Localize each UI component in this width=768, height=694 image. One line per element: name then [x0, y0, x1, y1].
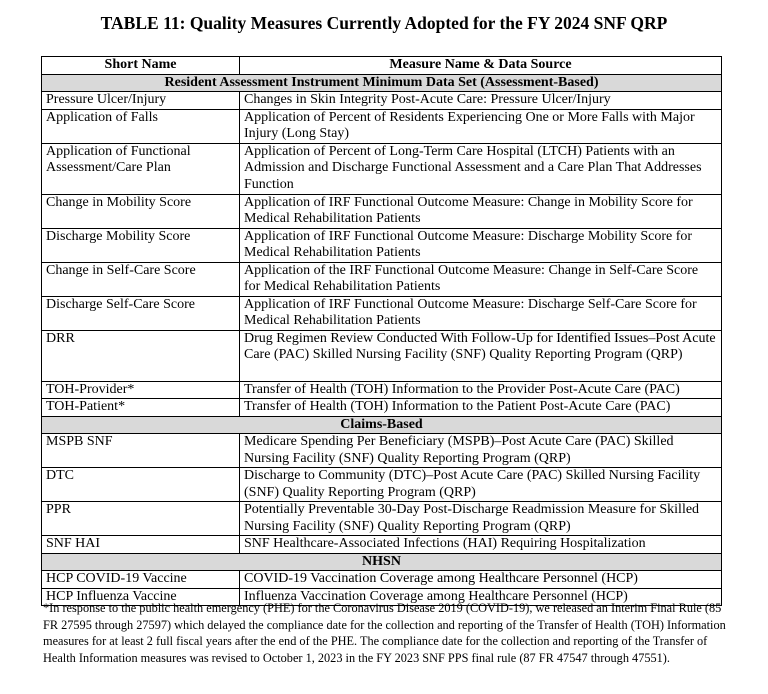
measure-name-cell: Application of IRF Functional Outcome Measure: Discharge Mobility Score for Medical Rehabilitation Patients: [240, 228, 722, 262]
short-name-cell: TOH-Provider*: [42, 381, 240, 399]
short-name-cell: Discharge Mobility Score: [42, 228, 240, 262]
short-name-cell: HCP Influenza Vaccine: [42, 588, 240, 606]
short-name-cell: DTC: [42, 468, 240, 502]
table-row: [42, 399, 722, 417]
measure-name-cell: Application of IRF Functional Outcome Measure: Discharge Self-Care Score for Medical Rehabilitation Patients: [240, 296, 722, 330]
table-row: [42, 571, 722, 589]
short-name-cell: DRR: [42, 330, 240, 381]
table-row: [42, 143, 722, 194]
measure-name-cell: SNF Healthcare-Associated Infections (HAI) Requiring Hospitalization: [240, 536, 722, 554]
table-header-row: [42, 57, 722, 75]
measure-name-cell: Application of the IRF Functional Outcome Measure: Change in Self-Care Score for Medical Rehabilitation Patients: [240, 262, 722, 296]
short-name-cell: MSPB SNF: [42, 434, 240, 468]
table-row: [42, 262, 722, 296]
header-short-name: Short Name: [42, 57, 240, 75]
measure-name-cell: Application of Percent of Residents Experiencing One or More Falls with Major Injury (Long Stay): [240, 109, 722, 143]
measure-name-cell: Discharge to Community (DTC)–Post Acute Care (PAC) Skilled Nursing Facility (SNF) Quality Reporting Program (QRP): [240, 468, 722, 502]
measure-name-cell: Potentially Preventable 30-Day Post-Discharge Readmission Measure for Skilled Nursing Facility (SNF) Quality Reporting Program (QRP): [240, 502, 722, 536]
section-heading: NHSN: [42, 553, 722, 571]
quality-measures-table: [41, 56, 722, 606]
measure-name-cell: COVID-19 Vaccination Coverage among Healthcare Personnel (HCP): [240, 571, 722, 589]
table-row: [42, 228, 722, 262]
table-row: [42, 92, 722, 110]
table-row: [42, 502, 722, 536]
short-name-cell: Application of Functional Assessment/Care Plan: [42, 143, 240, 194]
short-name-cell: Application of Falls: [42, 109, 240, 143]
table-row: [42, 296, 722, 330]
short-name-cell: PPR: [42, 502, 240, 536]
short-name-cell: Discharge Self-Care Score: [42, 296, 240, 330]
section-heading-row: [42, 553, 722, 571]
short-name-cell: Pressure Ulcer/Injury: [42, 92, 240, 110]
section-heading: Resident Assessment Instrument Minimum Data Set (Assessment-Based): [42, 74, 722, 92]
table-row: [42, 434, 722, 468]
table-row: [42, 381, 722, 399]
measure-name-cell: Influenza Vaccination Coverage among Healthcare Personnel (HCP): [240, 588, 722, 606]
table-row: [42, 330, 722, 381]
measure-name-cell: Changes in Skin Integrity Post-Acute Care: Pressure Ulcer/Injury: [240, 92, 722, 110]
table-row: [42, 536, 722, 554]
short-name-cell: Change in Mobility Score: [42, 194, 240, 228]
measure-name-cell: Application of Percent of Long-Term Care Hospital (LTCH) Patients with an Admission and Discharge Functional Assessment and a Care Plan That Addresses Function: [240, 143, 722, 194]
table-title: TABLE 11: Quality Measures Currently Adopted for the FY 2024 SNF QRP: [100, 13, 668, 33]
measure-name-cell: Transfer of Health (TOH) Information to the Provider Post-Acute Care (PAC): [240, 381, 722, 399]
short-name-cell: TOH-Patient*: [42, 399, 240, 417]
measure-name-cell: Transfer of Health (TOH) Information to the Patient Post-Acute Care (PAC): [240, 399, 722, 417]
table-row: [42, 109, 722, 143]
section-heading-row: [42, 416, 722, 434]
measure-name-cell: Application of IRF Functional Outcome Measure: Change in Mobility Score for Medical Rehabilitation Patients: [240, 194, 722, 228]
section-heading: Claims-Based: [42, 416, 722, 434]
measure-name-cell: Medicare Spending Per Beneficiary (MSPB)–Post Acute Care (PAC) Skilled Nursing Facility (SNF) Quality Reporting Program (QRP): [240, 434, 722, 468]
section-heading-row: [42, 74, 722, 92]
footnote: *In response to the public health emergency (PHE) for the Coronavirus Disease 2019 (COVID-19), we released an Interim Final Rule (85 FR 27595 through 27597) which delayed the compliance date for the collection and reporting of the Transfer of Health (TOH) Information measures for at least 2 full fiscal years after the end of the PHE. The compliance date for the collection and reporting of the Transfer of Health Information measures was revised to October 1, 2023 in the FY 2023 SNF PPS final rule (87 FR 47547 through 47551).: [43, 601, 726, 665]
table-body: [42, 74, 722, 606]
short-name-cell: HCP COVID-19 Vaccine: [42, 571, 240, 589]
header-measure-name: Measure Name & Data Source: [240, 57, 722, 75]
measure-name-cell: Drug Regimen Review Conducted With Follow-Up for Identified Issues–Post Acute Care (PAC) Skilled Nursing Facility (SNF) Quality Reporting Program (QRP): [240, 330, 722, 381]
table-row: [42, 468, 722, 502]
table-row: [42, 194, 722, 228]
short-name-cell: SNF HAI: [42, 536, 240, 554]
short-name-cell: Change in Self-Care Score: [42, 262, 240, 296]
